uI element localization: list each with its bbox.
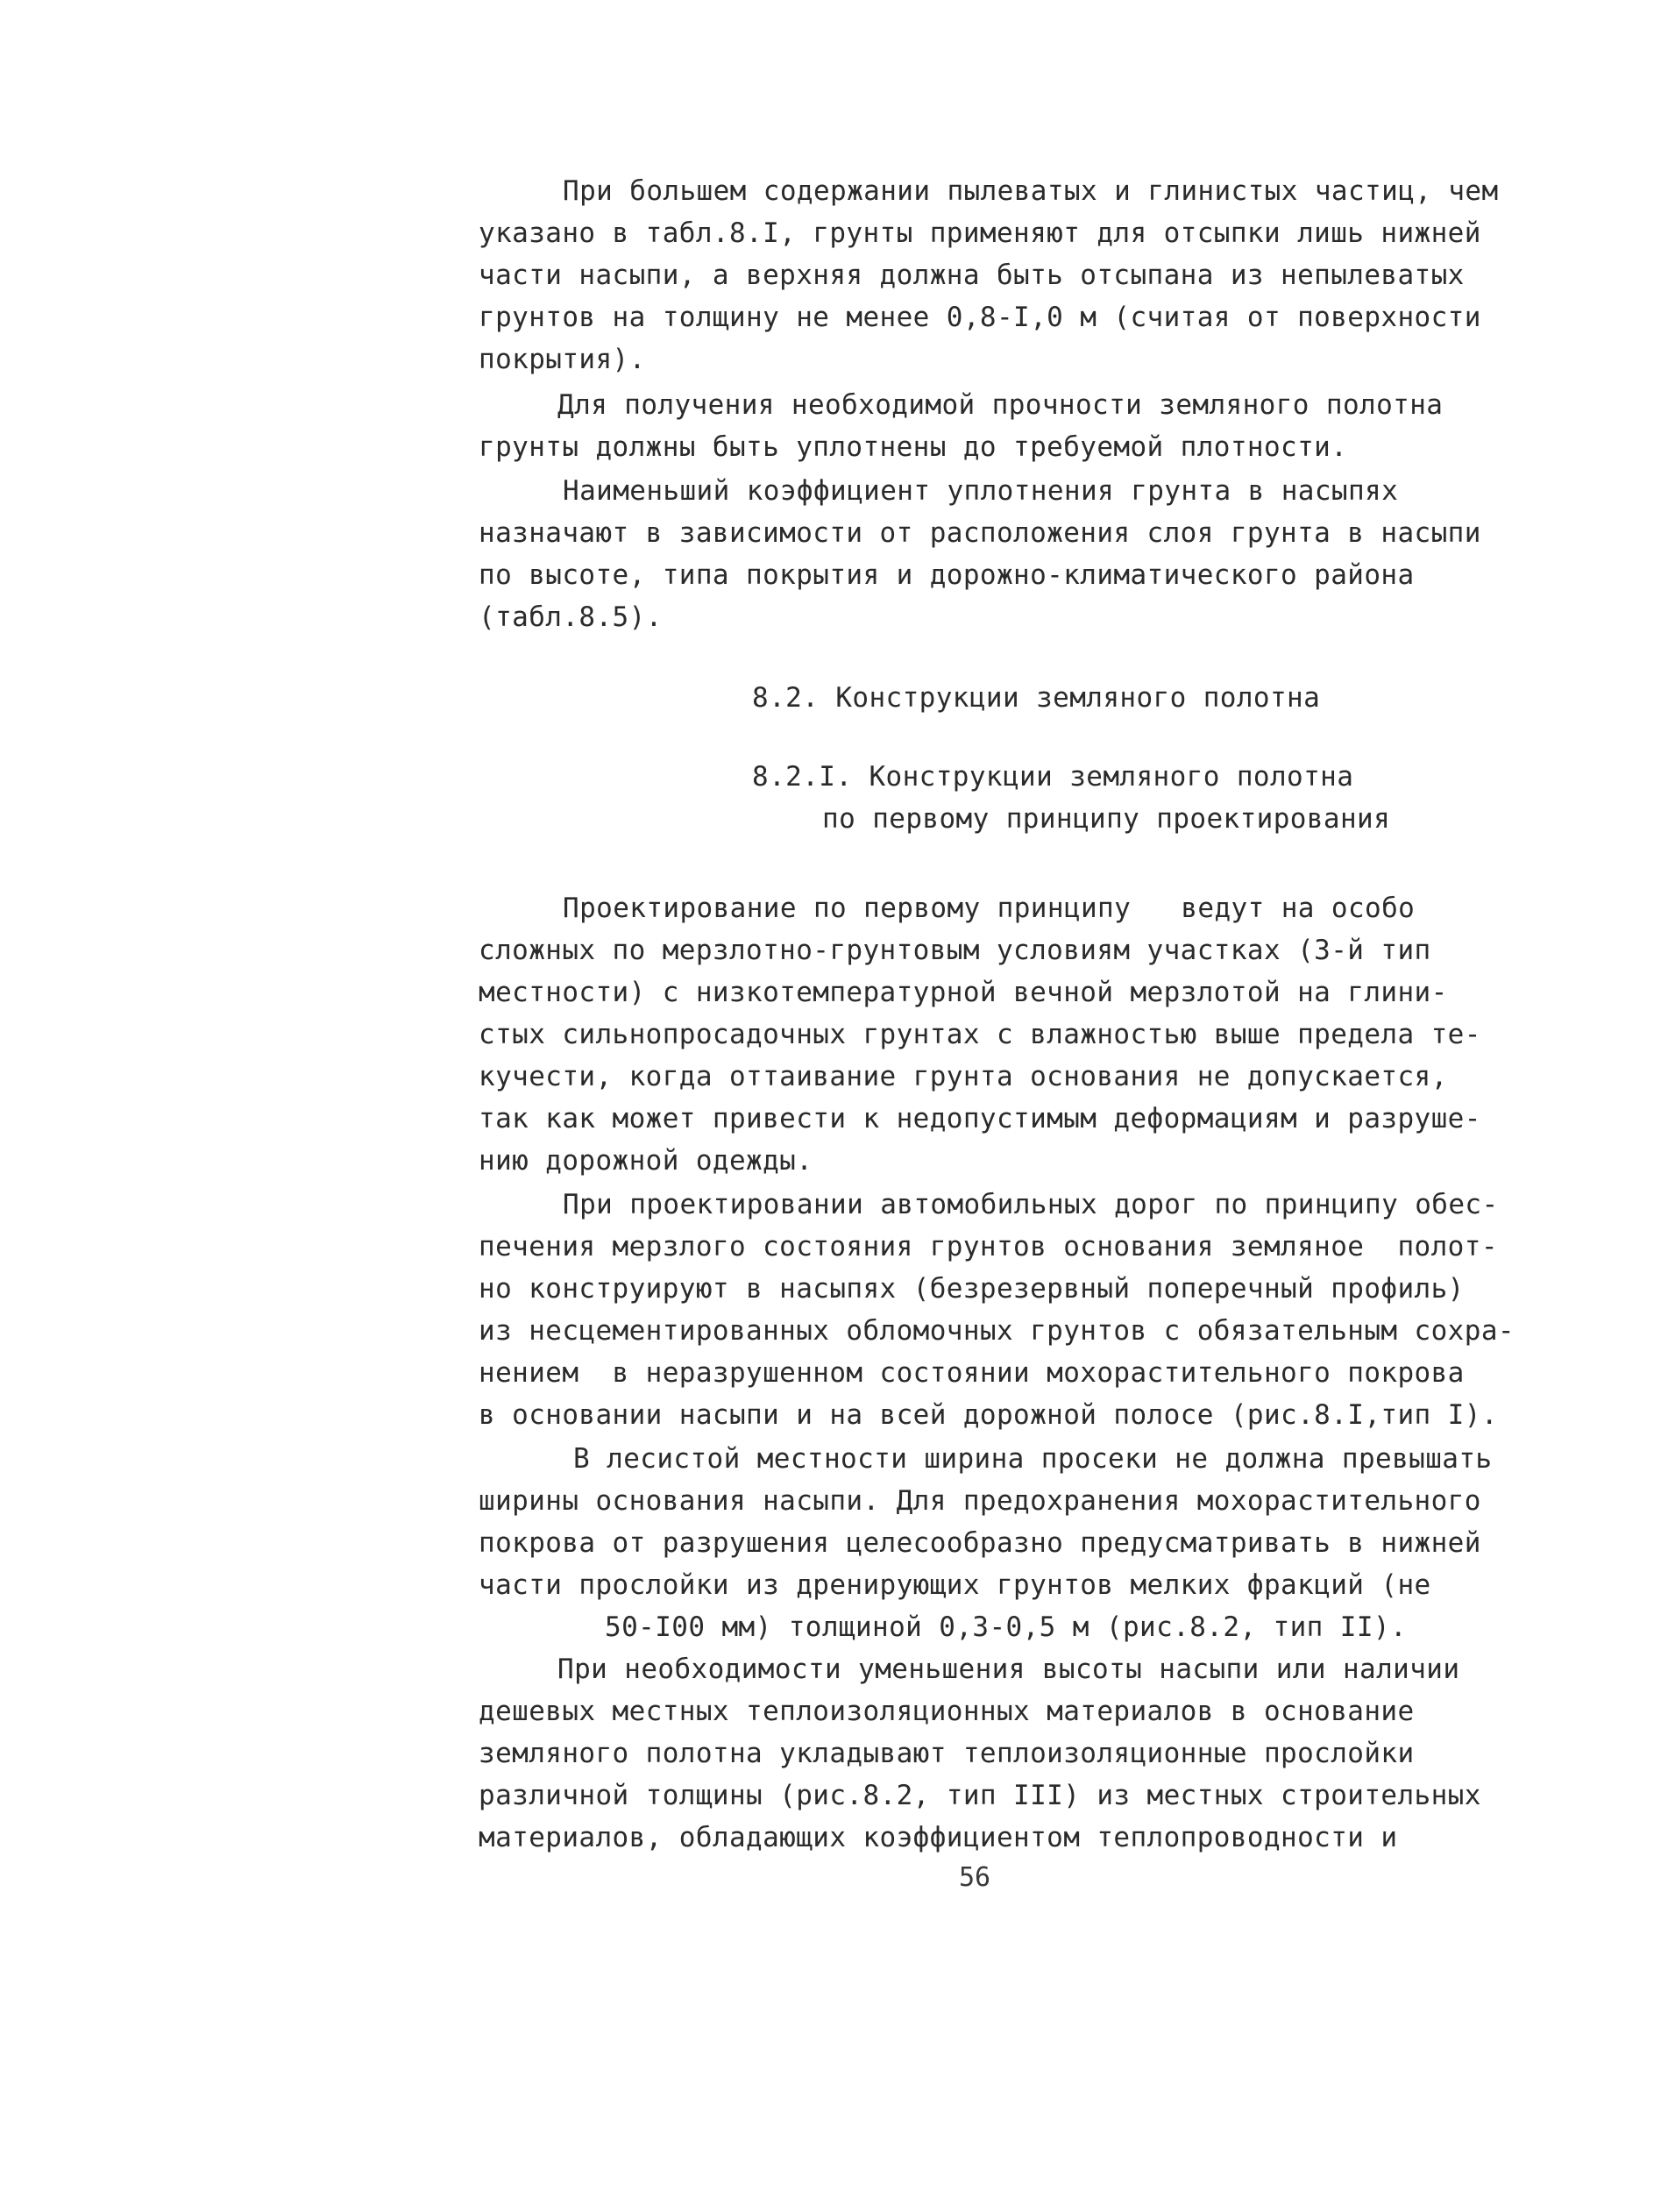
text-line: При проектировании автомобильных дорог по принципу обес- bbox=[563, 1189, 1499, 1220]
text-line: ширины основания насыпи. Для предохранения мохорастительного bbox=[479, 1485, 1481, 1517]
text-line: Наименьший коэффициент уплотнения грунта в насыпях bbox=[563, 475, 1399, 507]
text-line: Проектирование по первому принципу ведут на особо bbox=[563, 893, 1416, 924]
text-line: 50-I00 мм) толщиной 0,3-0,5 м (рис.8.2, тип II). bbox=[605, 1611, 1408, 1643]
text-line: (табл.8.5). bbox=[479, 601, 663, 633]
text-line: При необходимости уменьшения высоты насыпи или наличии bbox=[557, 1654, 1460, 1685]
text-line: кучести, когда оттаивание грунта основания не допускается, bbox=[479, 1061, 1448, 1092]
text-line: При большем содержании пылеватых и глинистых частиц, чем bbox=[563, 175, 1499, 207]
subsection-heading: по первому принципу проектирования bbox=[822, 803, 1391, 835]
text-line: печения мерзлого состояния грунтов основания земляное полот- bbox=[479, 1231, 1498, 1262]
page-number: 56 bbox=[959, 1862, 991, 1893]
section-heading: 8.2. Конструкции земляного полотна bbox=[752, 682, 1321, 714]
text-line: в основании насыпи и на всей дорожной полосе (рис.8.I,тип I). bbox=[479, 1399, 1498, 1431]
text-line: по высоте, типа покрытия и дорожно-климатического района bbox=[479, 559, 1415, 591]
text-line: но конструируют в насыпях (безрезервный поперечный профиль) bbox=[479, 1273, 1465, 1305]
text-line: покрова от разрушения целесообразно предусматривать в нижней bbox=[479, 1527, 1481, 1559]
text-line: земляного полотна укладывают теплоизоляционные прослойки bbox=[479, 1738, 1415, 1769]
text-line: материалов, обладающих коэффициентом теплопроводности и bbox=[479, 1822, 1398, 1853]
text-line: части насыпи, а верхняя должна быть отсыпана из непылеватых bbox=[479, 260, 1465, 291]
text-line: покрытия). bbox=[479, 344, 646, 375]
subsection-heading: 8.2.I. Конструкции земляного полотна bbox=[752, 761, 1354, 793]
text-line: дешевых местных теплоизоляционных материалов в основание bbox=[479, 1696, 1415, 1727]
text-line: грунты должны быть уплотнены до требуемой плотности. bbox=[479, 431, 1348, 463]
text-line: назначают в зависимости от расположения слоя грунта в насыпи bbox=[479, 517, 1481, 549]
text-line: нением в неразрушенном состоянии мохорастительного покрова bbox=[479, 1357, 1465, 1389]
text-line: местности) с низкотемпературной вечной мерзлотой на глини- bbox=[479, 977, 1448, 1008]
text-line: грунтов на толщину не менее 0,8-I,0 м (считая от поверхности bbox=[479, 302, 1481, 333]
text-line: сложных по мерзлотно-грунтовым условиям участках (3-й тип bbox=[479, 935, 1431, 966]
text-line: стых сильнопросадочных грунтах с влажностью выше предела те- bbox=[479, 1019, 1481, 1050]
text-line: указано в табл.8.I, грунты применяют для отсыпки лишь нижней bbox=[479, 217, 1481, 249]
text-line: В лесистой местности ширина просеки не должна превышать bbox=[573, 1443, 1493, 1475]
text-line: нию дорожной одежды. bbox=[479, 1145, 813, 1177]
text-line: так как может привести к недопустимым деформациям и разруше- bbox=[479, 1103, 1481, 1134]
text-line: из несцементированных обломочных грунтов с обязательным сохра- bbox=[479, 1315, 1515, 1347]
text-line: части прослойки из дренирующих грунтов мелких фракций (не bbox=[479, 1569, 1431, 1601]
text-line: различной толщины (рис.8.2, тип III) из местных строительных bbox=[479, 1780, 1481, 1811]
text-line: Для получения необходимой прочности земляного полотна bbox=[557, 389, 1444, 421]
